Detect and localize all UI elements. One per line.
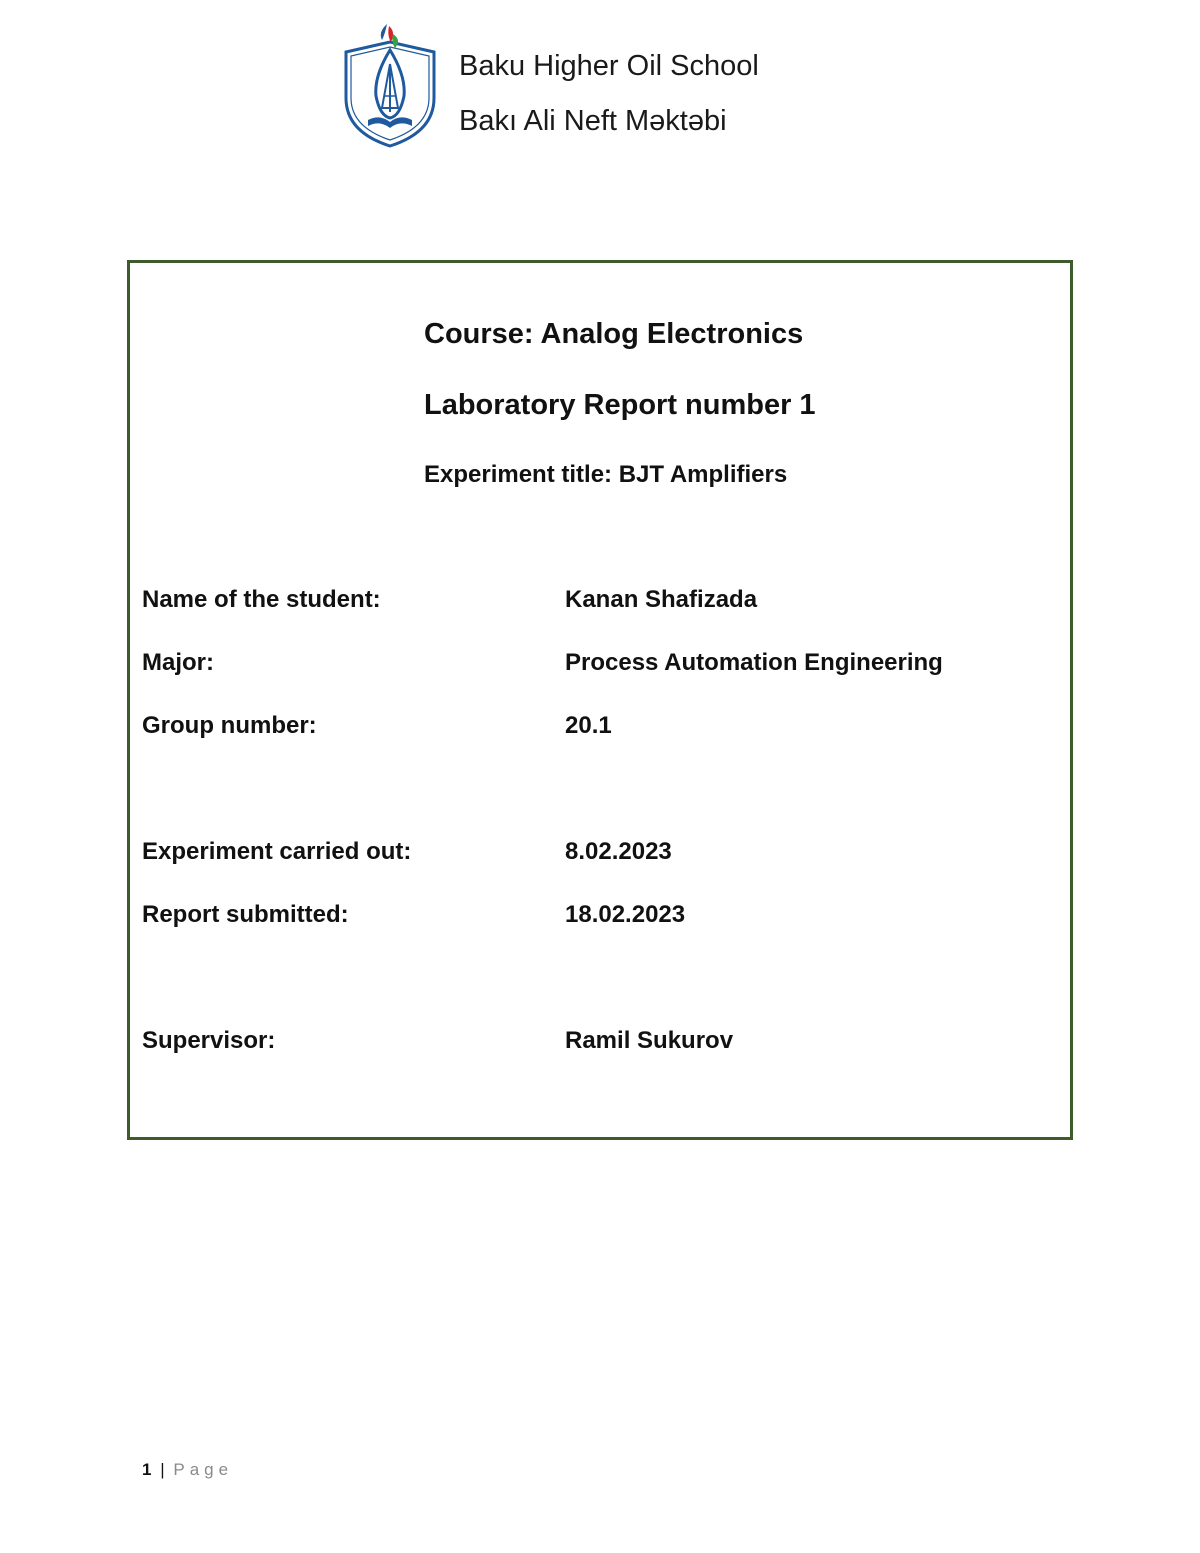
supervisor-label: Supervisor: [142,1027,276,1054]
footer-separator: | [160,1460,165,1479]
group-label: Group number: [142,712,317,739]
carried-out-label: Experiment carried out: [142,838,412,865]
student-label: Name of the student: [142,586,381,613]
major-label: Major: [142,649,214,676]
lab-report-title: Laboratory Report number 1 [424,389,816,421]
page-number: 1 [142,1460,152,1479]
page-label: Page [173,1460,234,1479]
submitted-label: Report submitted: [142,901,349,928]
submitted-value: 18.02.2023 [565,901,686,928]
supervisor-value: Ramil Sukurov [565,1027,734,1054]
course-title: Course: Analog Electronics [424,318,804,350]
group-value: 20.1 [565,712,612,739]
student-value: Kanan Shafizada [565,586,758,613]
school-logo-icon [340,20,440,150]
experiment-title: Experiment title: BJT Amplifiers [424,461,788,488]
school-name-az: Bakı Ali Neft Məktəbi [459,105,727,137]
school-name-en: Baku Higher Oil School [459,50,759,82]
carried-out-value: 8.02.2023 [565,838,672,865]
page-footer [142,1460,233,1480]
major-value: Process Automation Engineering [565,649,943,676]
